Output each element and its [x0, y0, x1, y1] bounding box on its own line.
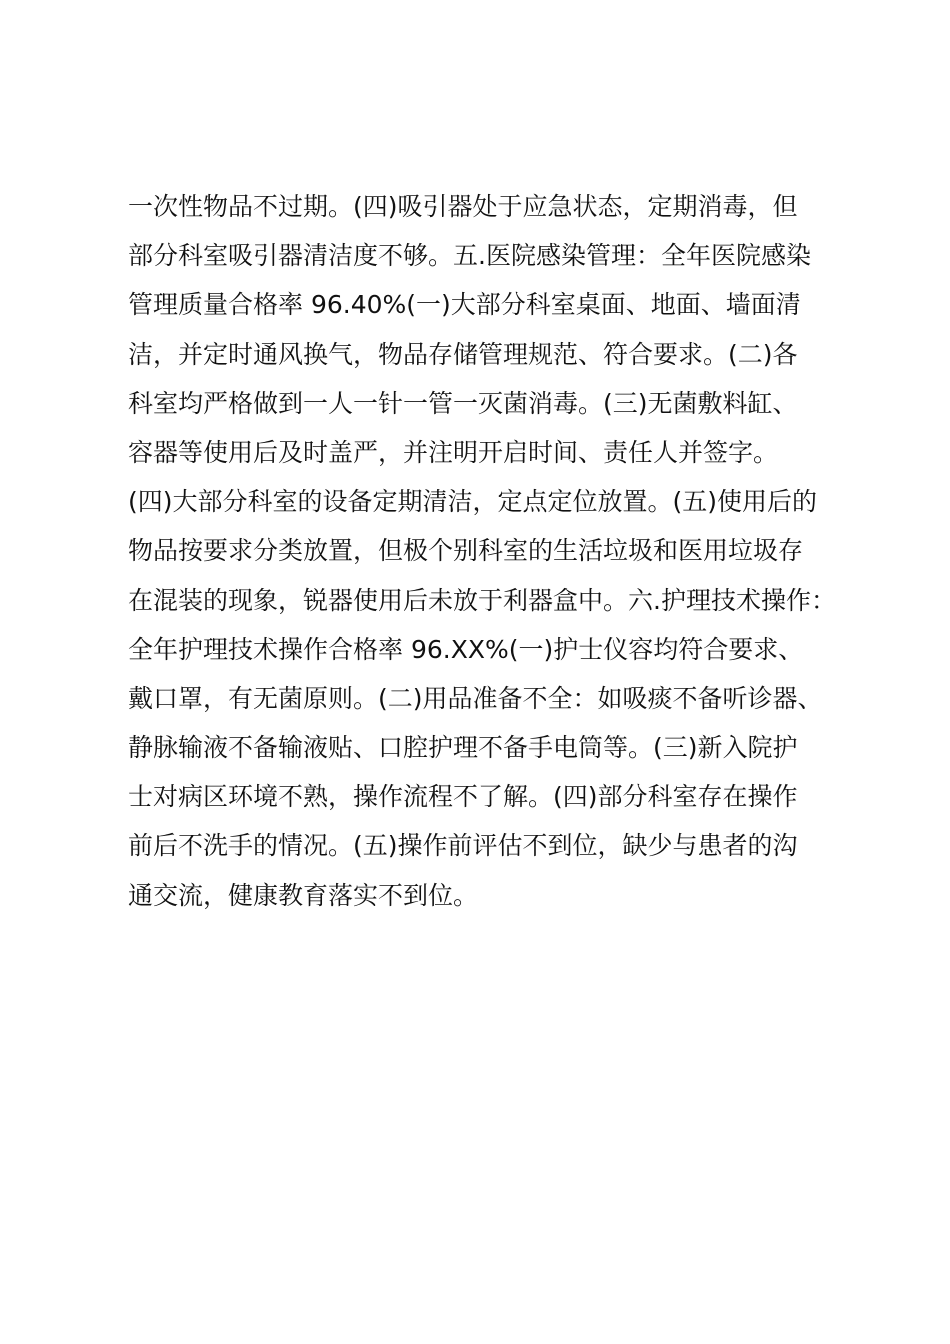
- text-line: 容器等使用后及时盖严，并注明开启时间、责任人并签字。: [128, 437, 779, 467]
- text-line: 物品按要求分类放置，但极个别科室的生活垃圾和医用垃圾存: [128, 536, 804, 566]
- text-line: 戴口罩，有无菌原则。(二)用品准备不全：如吸痰不备听诊器、: [128, 683, 823, 713]
- text-line: 一次性物品不过期。(四)吸引器处于应急状态，定期消毒，但: [128, 192, 798, 221]
- body-paragraph: [128, 182, 858, 920]
- text-line: 全年护理技术操作合格率 96.XX%(一)护士仪容均符合要求、: [128, 634, 804, 664]
- text-line: 部分科室吸引器清洁度不够。五.医院感染管理：全年医院感染: [128, 241, 811, 271]
- text-line: 科室均严格做到一人一针一管一灭菌消毒。(三)无菌敷料缸、: [128, 388, 798, 418]
- text-line: 通交流，健康教育落实不到位。: [128, 880, 479, 910]
- text-line: 前后不洗手的情况。(五)操作前评估不到位，缺少与患者的沟: [128, 831, 798, 861]
- text-line: 在混装的现象，锐器使用后未放于利器盒中。六.护理技术操作：: [128, 585, 836, 615]
- text-line: (四)大部分科室的设备定期清洁，定点定位放置。(五)使用后的: [128, 487, 818, 517]
- text-line: 洁，并定时通风换气，物品存储管理规范、符合要求。(二)各: [128, 339, 798, 369]
- text-line: 管理质量合格率 96.40%(一)大部分科室桌面、地面、墙面清: [128, 290, 801, 320]
- text-line: 静脉输液不备输液贴、口腔护理不备手电筒等。(三)新入院护: [128, 733, 798, 763]
- text-line: 士对病区环境不熟，操作流程不了解。(四)部分科室存在操作: [128, 782, 798, 812]
